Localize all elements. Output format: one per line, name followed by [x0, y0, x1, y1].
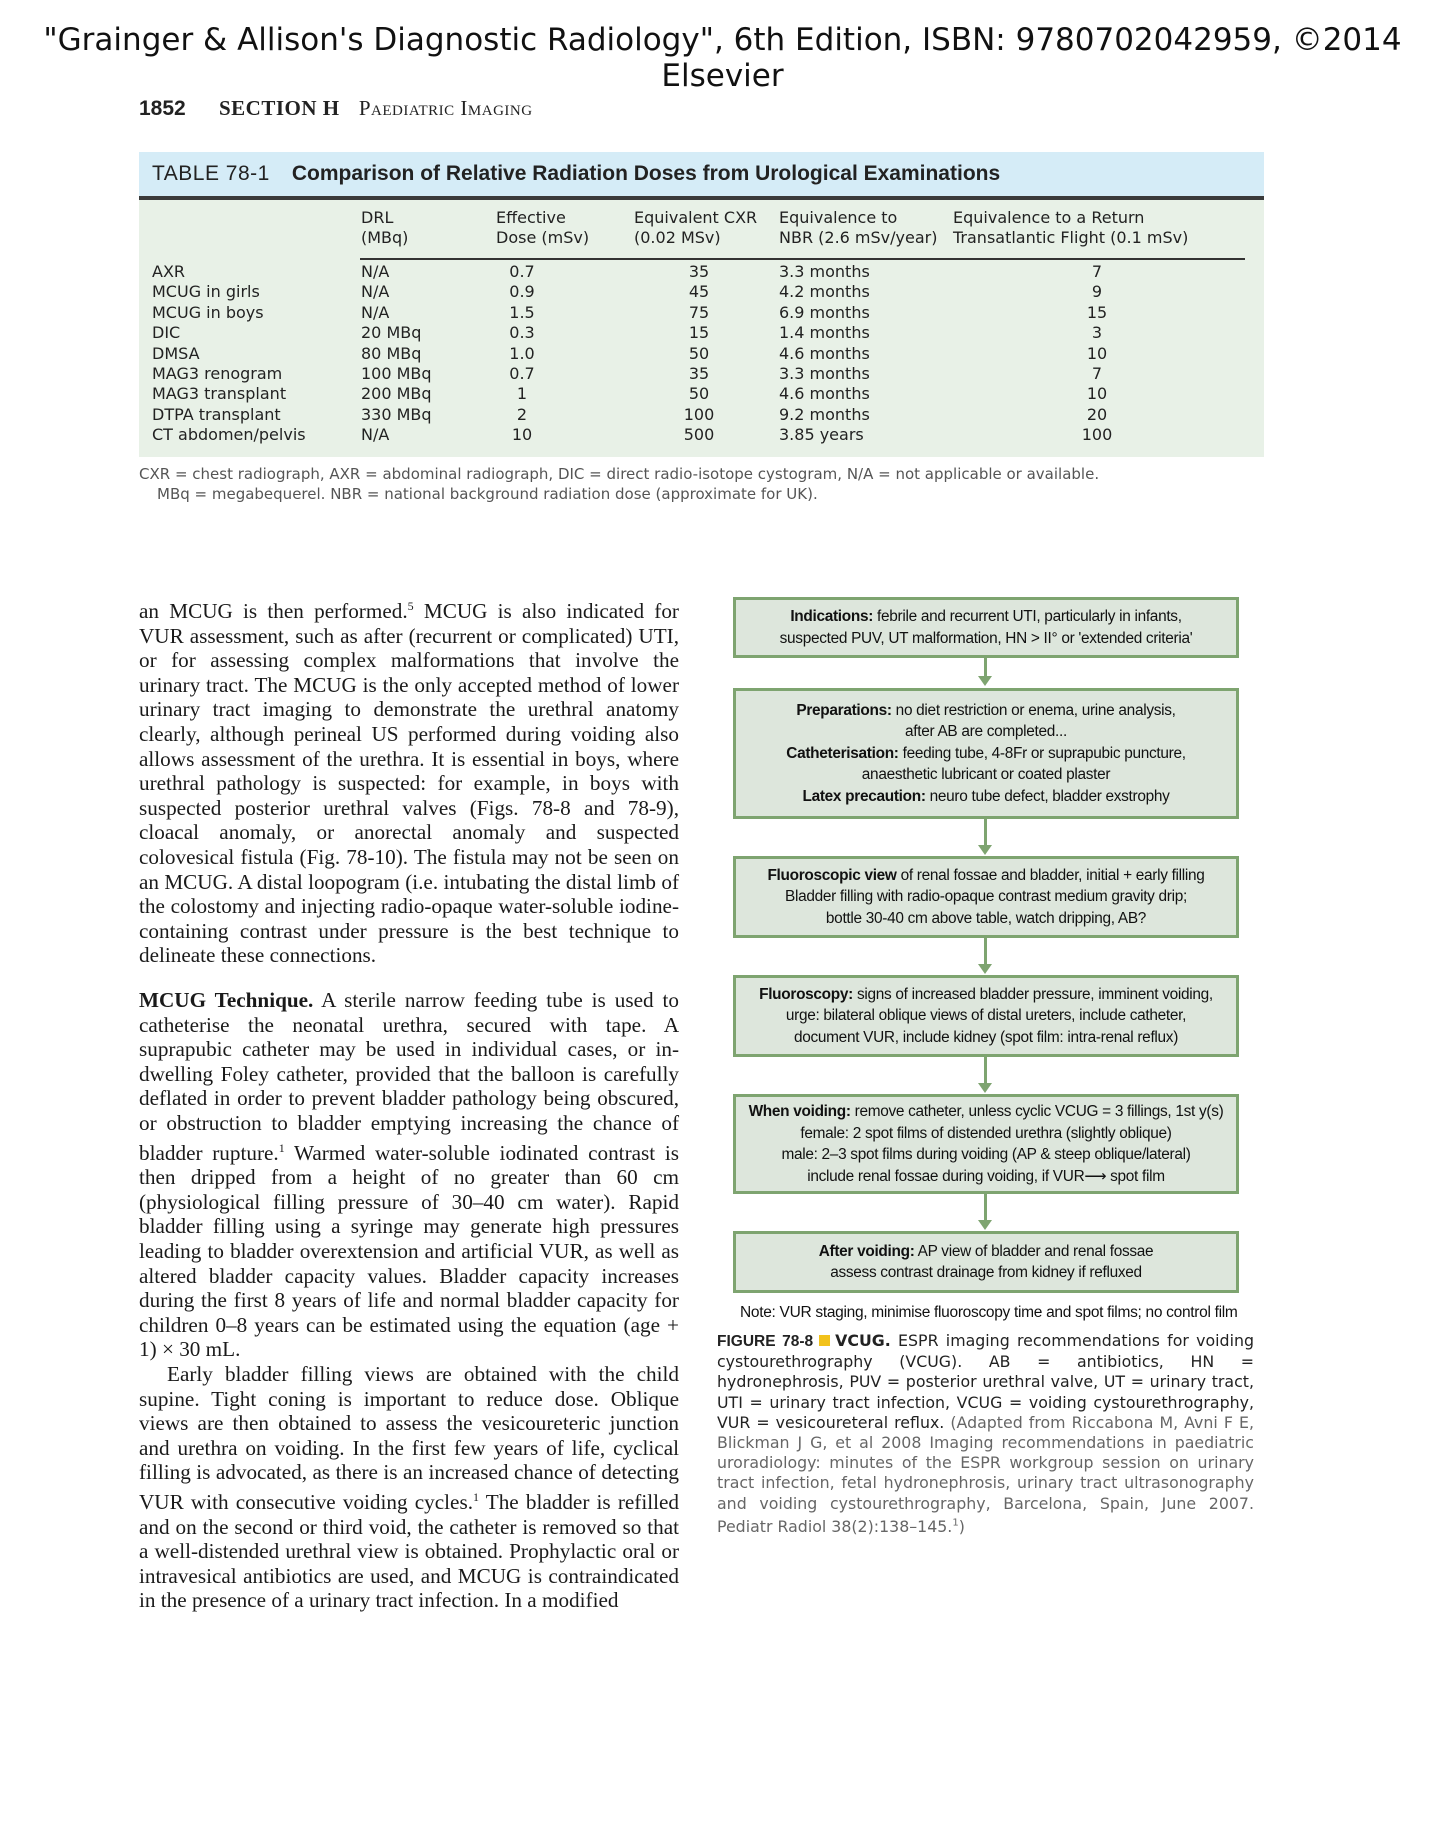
- table-row: MCUG in boys N/A 1.5 75 6.9 months 15: [152, 302, 1108, 322]
- table-footnote: CXR = chest radiograph, AXR = abdominal radiograph, DIC = direct radio-isotope cystogram, N/A = not applicable or available. MBq = megabequerel. NBR = national background radiation dose (approximate for UK).: [139, 465, 1100, 503]
- flow-box-fluoroscopy: Fluoroscopy: signs of increased bladder pressure, imminent voiding, urge: bilateral oblique views of distal ureters, include catheter, document VUR, include kidney (spot film: intra-renal reflux): [733, 975, 1239, 1057]
- table-row: DTPA transplant 330 MBq 2 100 9.2 months 20: [152, 404, 1108, 424]
- figure-label: FIGURE 78-8: [717, 1333, 814, 1350]
- caption-source: (Adapted from Riccabona M, Avni F E, Blickman J G, et al 2008 Imaging recommendations in paediatric uroradiology: minutes of the ESPR workgroup session on urinary tract infection, fetal hydronephrosis, urinary tract ultrasonography and voiding cystourethrography, Barcelona, Spain, June 2007. Pediatr Radiol 38(2):138–145.$^1$): [717, 1412, 1254, 1537]
- body-column: [139, 594, 679, 1613]
- col-equivalence-nbr: Equivalence to NBR (2.6 mSv/year): [779, 208, 938, 247]
- table-rule: [360, 258, 1245, 260]
- dose-table: [139, 152, 1264, 457]
- paragraph: Early bladder filling views are obtained with the child supine. Tight coning is important to reduce dose. Oblique views are then obtained to assess the vesicoureteric junction and urethra on voiding. In the first few years of life, cyclical filling is advocated, as there is an increased chance of detecting VUR with consecutive voiding cycles.$^1$ The bladder is refilled and on the second or third void, the catheter is removed so that a well-distended urethral view is obtained. Prophylactic oral or intravesical antibiotics are used, and MCUG is contraindicated in the presence of a urinary tract infection. In a modified: [139, 1361, 679, 1613]
- table-header: [139, 152, 1264, 200]
- flow-box-preparations: Preparations: no diet restriction or enema, urine analysis, after AB are completed... Catheterisation: feeding tube, 4-8Fr or suprapubic puncture, anaesthetic lubricant or coated plaster Latex precaution: neuro tube defect, bladder exstrophy: [733, 688, 1239, 819]
- caption-square-icon: [819, 1335, 830, 1346]
- section-heading: MCUG Technique.: [139, 987, 314, 1012]
- figure-title: VCUG.: [835, 1331, 891, 1350]
- table-label: TABLE 78-1: [152, 162, 270, 185]
- flow-box-when-voiding: When voiding: remove catheter, unless cyclic VCUG = 3 fillings, 1st y(s) female: 2 spot films of distended urethra (slightly oblique) male: 2–3 spot films during voiding (AP & steep oblique/lateral) include renal fossae during voiding, if VUR⟶ spot film: [733, 1094, 1239, 1194]
- paragraph: MCUG Technique. A sterile narrow feeding tube is used to catheterise the neonatal urethra, secured with tape. A suprapubic catheter may be used in individual cases, or in-dwelling Foley catheter, provided that the balloon is carefully deflated in order to prevent bladder pathology being obscured, or obstruction to bladder emptying increasing the chance of bladder rupture.$^1$ Warmed water-soluble iodinated contrast is then dripped from a height of no greater than 60 cm (physiological filling pressure of 30–40 cm water). Rapid bladder filling using a syringe may generate high pressures leading to bladder overextension and artificial VUR, as well as altered bladder capacity values. Bladder capacity increases during the first 8 years of life and normal bladder capacity for children 0–8 years can be estimated using the equation (age + 1) × 30 mL.: [139, 987, 679, 1362]
- flow-box-fluoroscopic-view: Fluoroscopic view of renal fossae and bladder, initial + early filling Bladder filling with radio-opaque contrast medium gravity drip; bottle 30-40 cm above table, watch dripping, AB?: [733, 856, 1239, 938]
- table-row: MCUG in girls N/A 0.9 45 4.2 months 9: [152, 282, 1103, 302]
- figure-caption: FIGURE 78-8 VCUG. ESPR imaging recommendations for voiding cystourethrography (VCUG). AB = antibiotics, HN = hydronephrosis, PUV = posterior urethral valve, UT = urinary tract, UTI = urinary tract infection, VCUG = voiding cystourethrography, VUR = vesicoureteral reflux. (Adapted from Riccabona M, Avni F E, Blickman J G, et al 2008 Imaging recommendations in paediatric uroradiology: minutes of the ESPR workgroup session on urinary tract infection, fetal hydronephrosis, urinary tract ultrasonography and voiding cystourethrography, Barcelona, Spain, June 2007. Pediatr Radiol 38(2):138–145.$^1$): [717, 1331, 1255, 1537]
- table-title: Comparison of Relative Radiation Doses from Urological Examinations: [291, 162, 1001, 185]
- table-row: MAG3 renogram 100 MBq 0.7 35 3.3 months 7: [152, 363, 1103, 383]
- flow-arrow: [984, 819, 987, 847]
- section-label: SECTION H: [218, 96, 340, 120]
- flow-box-after-voiding: After voiding: AP view of bladder and renal fossae assess contrast drainage from kidney if refluxed: [733, 1231, 1239, 1293]
- col-drl: DRL (MBq): [361, 208, 409, 247]
- flow-arrow: [984, 1057, 987, 1085]
- table-column-headers: [139, 208, 1264, 252]
- col-equivalence-flight: Equivalence to a Return Transatlantic Flight (0.1 mSv): [953, 208, 1189, 247]
- section-title: Paediatric Imaging: [358, 96, 533, 120]
- flow-arrow: [984, 1194, 987, 1222]
- copyright-watermark: "Grainger & Allison's Diagnostic Radiology", 6th Edition, ISBN: 9780702042959, ©2014 Elsevier: [43, 22, 1402, 94]
- flow-arrow: [984, 938, 987, 966]
- col-effective-dose: Effective Dose (mSv): [496, 208, 590, 247]
- table-row: DIC 20 MBq 0.3 15 1.4 months 3: [152, 323, 1103, 343]
- table-row: DMSA 80 MBq 1.0 50 4.6 months 10: [152, 343, 1108, 363]
- page-number: 1852: [139, 97, 186, 120]
- flow-box-indications: Indications: febrile and recurrent UTI, particularly in infants, suspected PUV, UT malformation, HN > II° or 'extended criteria': [733, 597, 1239, 658]
- running-head: [139, 96, 533, 121]
- paragraph: an MCUG is then performed.$^5$ MCUG is also indicated for VUR assessment, such as after (recurrent or complicated) UTI, or for assessing complex malformations that involve the urinary tract. The MCUG is the only accepted method of lower urinary tract imaging to demonstrate the urethral anatomy clearly, although perineal US performed during voiding also allows assessment of the urethra. It is essential in boys, where urethral pathology is suspected: for example, in boys with suspected posterior urethral valves (Figs. 78-8 and 78-9), cloacal anomaly, or anorectal anomaly and suspected colovesical fistula (Fig. 78-10). The fistula may not be seen on an MCUG. A distal loopogram (i.e. intubating the distal limb of the colostomy and injecting radio-opaque water-soluble iodine-containing contrast under pressure is the best technique to delineate these connections.: [139, 599, 679, 968]
- table-row: CT abdomen/pelvis N/A 10 500 3.85 years 100: [152, 425, 1113, 445]
- table-row: MAG3 transplant 200 MBq 1 50 4.6 months 10: [152, 384, 1108, 404]
- table-body: [139, 262, 1264, 446]
- flowchart-note: Note: VUR staging, minimise fluoroscopy time and spot films; no control film: [740, 1304, 1238, 1321]
- col-equivalent-cxr: Equivalent CXR (0.02 MSv): [634, 208, 758, 247]
- flow-arrow: [984, 658, 987, 678]
- table-row: AXR N/A 0.7 35 3.3 months 7: [152, 262, 1103, 281]
